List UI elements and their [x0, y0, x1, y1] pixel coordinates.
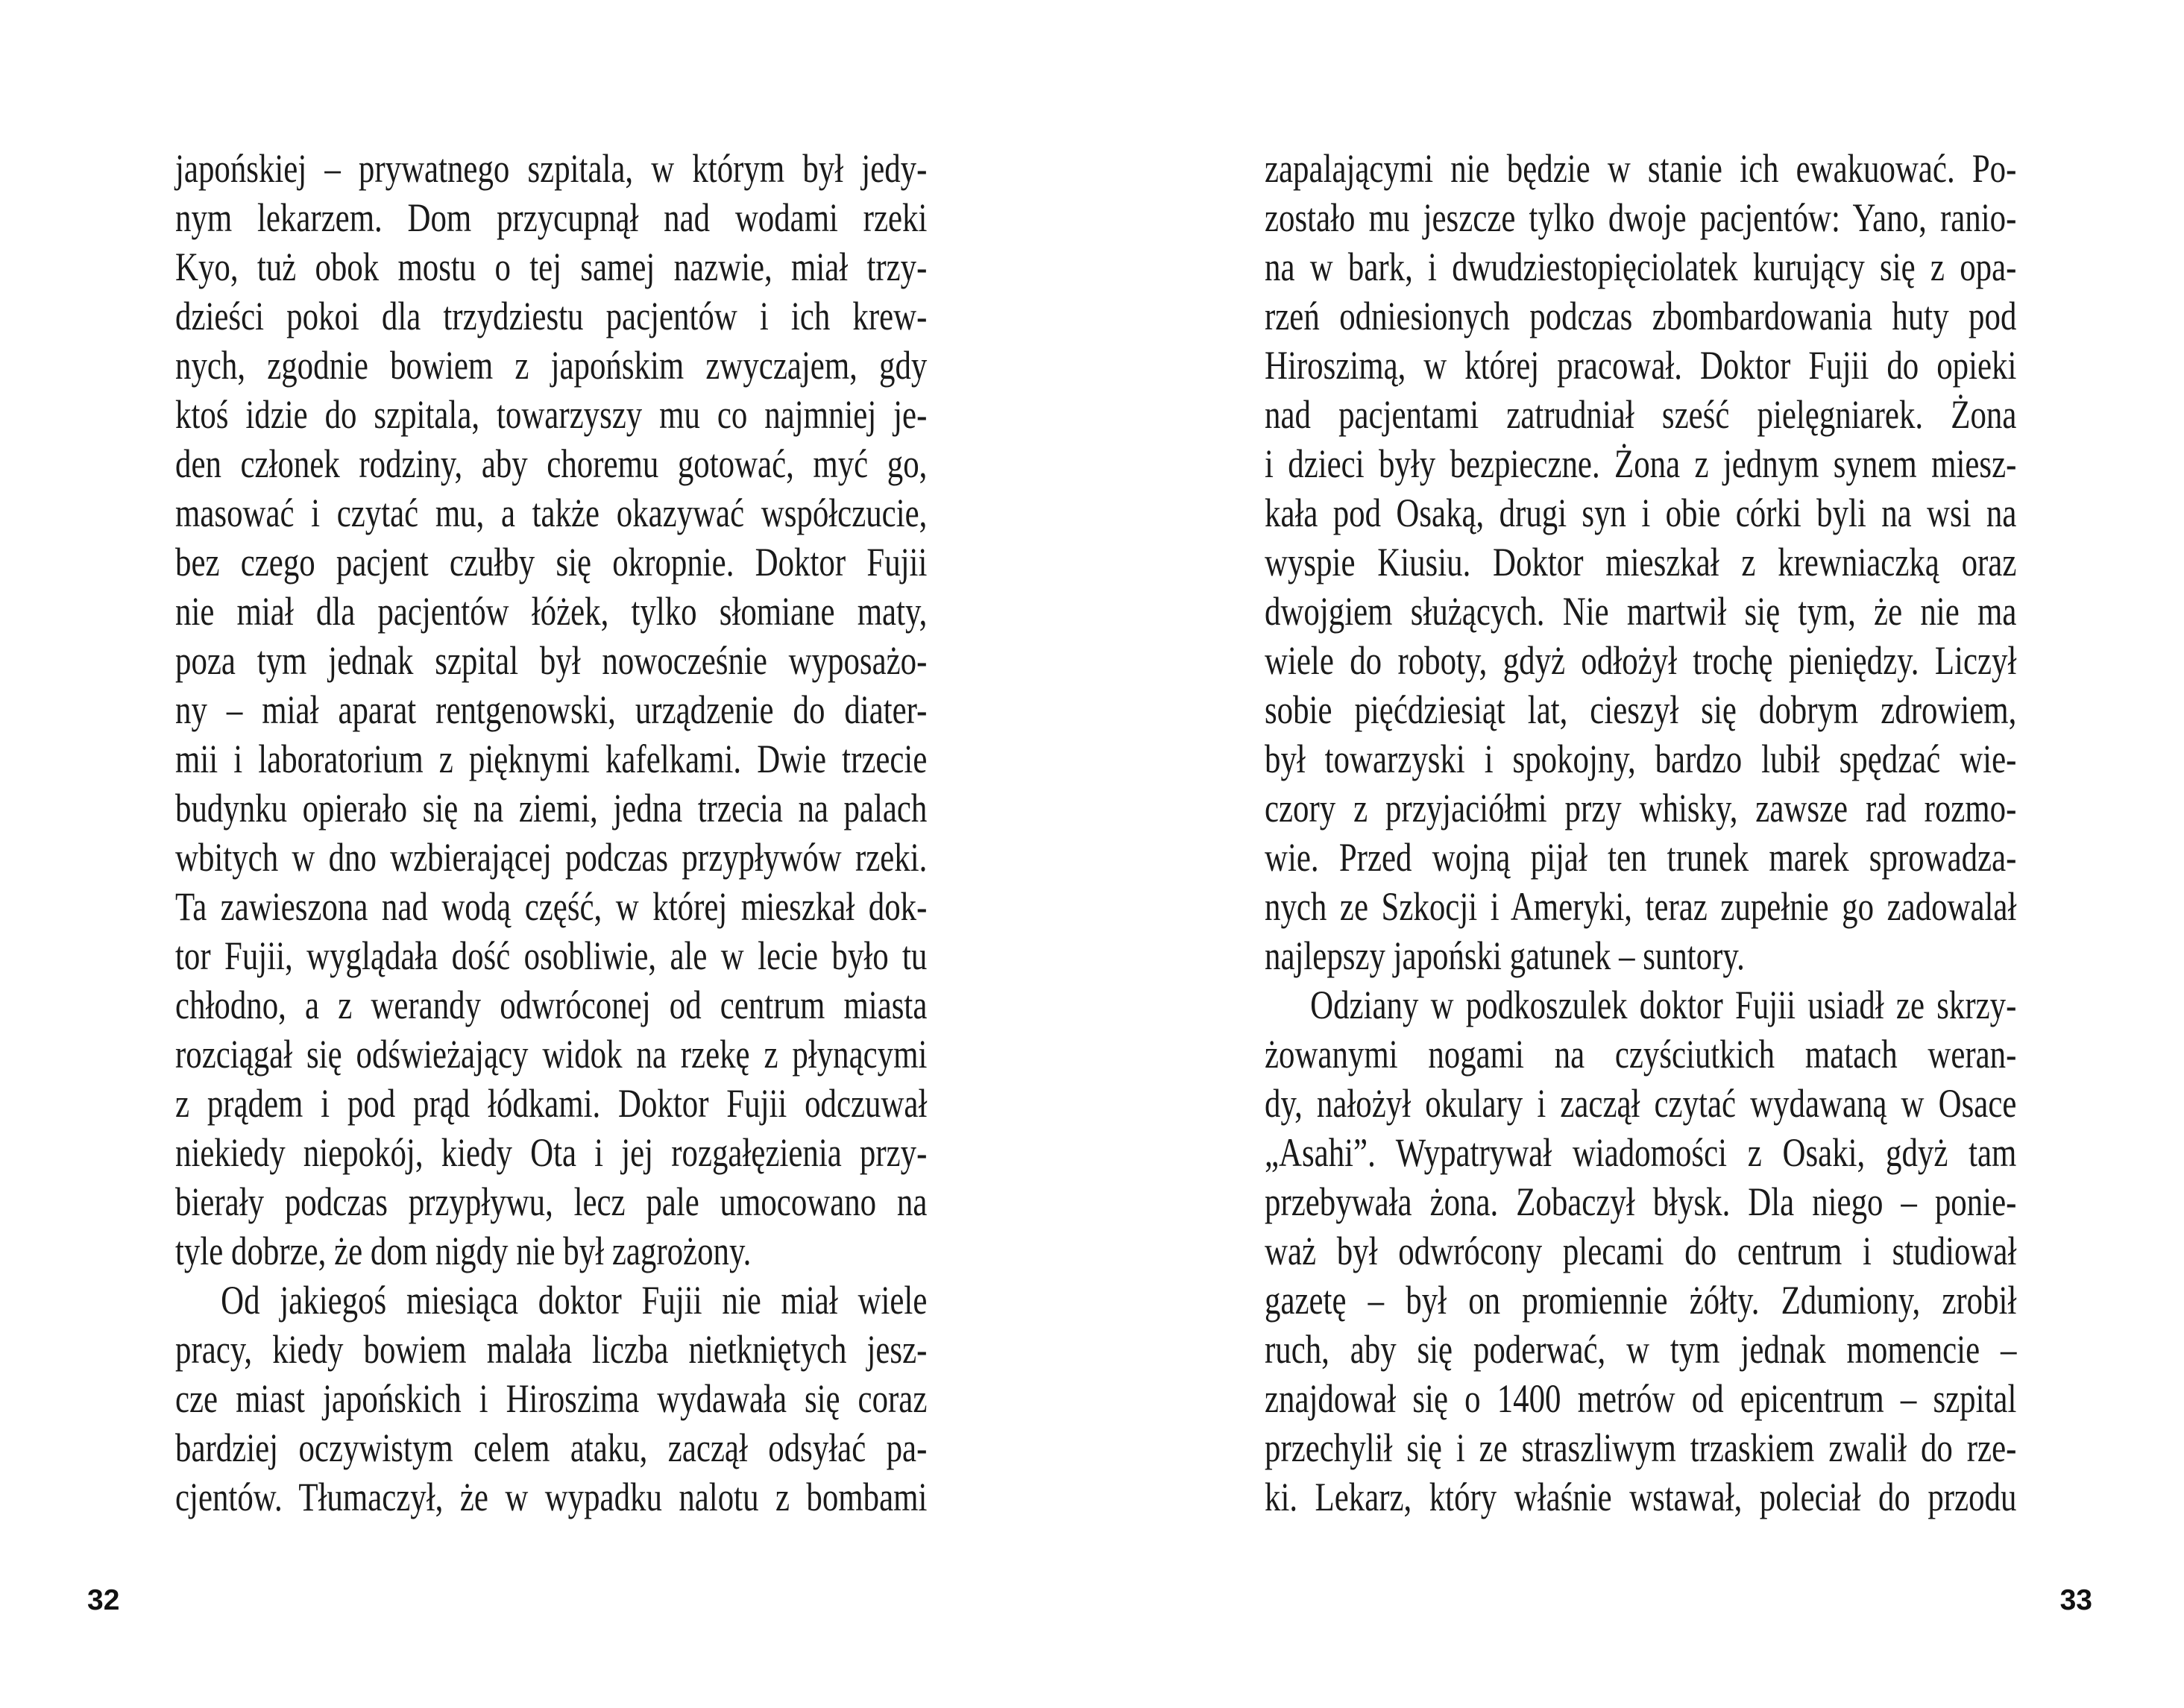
- text-line: najlepszy japoński gatunek – suntory.: [1265, 933, 1745, 978]
- page-right-text-column: [1265, 144, 2016, 1522]
- text-line: przebywała żona. Zobaczył błysk. Dla niego – ponie-: [1265, 1179, 2017, 1224]
- text-line: Odziany w podkoszulek doktor Fujii usiadł ze skrzy-: [1310, 983, 2017, 1027]
- text-line: tor Fujii, wyglądała dość osobliwie, ale w lecie było tu: [175, 933, 928, 978]
- text-line: bardziej oczywistym celem ataku, zaczął odsyłać pa-: [175, 1425, 928, 1470]
- text-line: dzieści pokoi dla trzydziestu pacjentów i ich krew-: [175, 294, 928, 338]
- text-line: nych, zgodnie bowiem z japońskim zwyczajem, gdy: [175, 343, 928, 388]
- text-line: mii i laboratorium z pięknymi kafelkami. Dwie trzecie: [175, 737, 928, 781]
- text-line: gazetę – był on promiennie żółty. Zdumiony, zrobił: [1265, 1278, 2017, 1323]
- text-line: wbitych w dno wzbierającej podczas przypływów rzeki.: [175, 835, 928, 880]
- text-line: cze miast japońskich i Hiroszima wydawała się coraz: [175, 1376, 928, 1421]
- text-line: z prądem i pod prąd łódkami. Doktor Fujii odczuwał: [175, 1081, 928, 1126]
- text-line: ktoś idzie do szpitala, towarzyszy mu co najmniej je-: [175, 392, 928, 437]
- text-line: Hiroszimą, w której pracował. Doktor Fujii do opieki: [1265, 343, 2017, 388]
- text-line: chłodno, a z werandy odwróconej od centrum miasta: [175, 983, 928, 1027]
- text-line: pracy, kiedy bowiem malała liczba nietkniętych jesz-: [175, 1327, 928, 1372]
- text-line: sobie pięćdziesiąt lat, cieszył się dobrym zdrowiem,: [1265, 687, 2017, 732]
- text-line: budynku opierało się na ziemi, jedna trzecia na palach: [175, 786, 928, 831]
- text-line: przechylił się i ze straszliwym trzaskiem zwalił do rze-: [1265, 1425, 2017, 1470]
- text-line: ki. Lekarz, który właśnie wstawał, poleciał do przodu: [1265, 1475, 2017, 1519]
- text-line: zapalającymi nie będzie w stanie ich ewakuować. Po-: [1265, 146, 2017, 191]
- text-line: wiele do roboty, gdyż odłożył trochę pieniędzy. Liczył: [1265, 638, 2017, 683]
- page-left-text-column: [175, 144, 927, 1522]
- text-line: zostało mu jeszcze tylko dwoje pacjentów: Yano, ranio-: [1265, 195, 2017, 240]
- text-line: waż był odwrócony plecami do centrum i studiował: [1265, 1229, 2017, 1273]
- text-line: Od jakiegoś miesiąca doktor Fujii nie miał wiele: [221, 1278, 928, 1323]
- text-line: bierały podczas przypływu, lecz pale umocowano na: [175, 1179, 928, 1224]
- text-line: nych ze Szkocji i Ameryki, teraz zupełnie go zadowalał: [1265, 884, 2017, 929]
- text-line: cjentów. Tłumaczył, że w wypadku nalotu z bombami: [175, 1475, 928, 1519]
- text-line: japońskiej – prywatnego szpitala, w którym był jedy-: [175, 146, 928, 191]
- text-line: czory z przyjaciółmi przy whisky, zawsze rad rozmo-: [1265, 786, 2017, 831]
- text-line: nie miał dla pacjentów łóżek, tylko słomiane maty,: [175, 589, 928, 634]
- text-line: żowanymi nogami na czyściutkich matach weran-: [1265, 1032, 2017, 1077]
- page-number-left: 32: [87, 1584, 120, 1616]
- text-line: wie. Przed wojną pijał ten trunek marek sprowadza-: [1265, 835, 2017, 880]
- text-line: den członek rodziny, aby choremu gotować, myć go,: [175, 441, 928, 486]
- text-line: bez czego pacjent czułby się okropnie. Doktor Fujii: [175, 540, 928, 584]
- text-line: znajdował się o 1400 metrów od epicentrum – szpital: [1265, 1376, 2017, 1421]
- text-line: dwojgiem służących. Nie martwił się tym, że nie ma: [1265, 589, 2017, 634]
- text-line: nad pacjentami zatrudniał sześć pielęgniarek. Żona: [1265, 392, 2017, 437]
- text-line: niekiedy niepokój, kiedy Ota i jej rozgałęzienia przy-: [175, 1130, 928, 1175]
- text-line: rozciągał się odświeżający widok na rzekę z płynącymi: [175, 1032, 928, 1077]
- text-line: był towarzyski i spokojny, bardzo lubił spędzać wie-: [1265, 737, 2017, 781]
- page-number-right: 33: [2059, 1584, 2092, 1616]
- text-line: kała pod Osaką, drugi syn i obie córki byli na wsi na: [1265, 491, 2017, 535]
- text-line: ruch, aby się poderwać, w tym jednak momencie –: [1265, 1327, 2017, 1372]
- text-line: na w bark, i dwudziestopięciolatek kurujący się z opa-: [1265, 245, 2017, 289]
- text-line: Ta zawieszona nad wodą część, w której mieszkał dok-: [175, 884, 928, 929]
- text-line: masować i czytać mu, a także okazywać współczucie,: [175, 491, 928, 535]
- text-line: rzeń odniesionych podczas zbombardowania huty pod: [1265, 294, 2017, 338]
- text-line: wyspie Kiusiu. Doktor mieszkał z krewniaczką oraz: [1265, 540, 2017, 584]
- text-line: Kyo, tuż obok mostu o tej samej nazwie, miał trzy-: [175, 245, 928, 289]
- text-line: dy, nałożył okulary i zaczął czytać wydawaną w Osace: [1265, 1081, 2017, 1126]
- text-line: ny – miał aparat rentgenowski, urządzenie do diater-: [175, 687, 928, 732]
- text-line: i dzieci były bezpieczne. Żona z jednym synem miesz-: [1265, 441, 2017, 486]
- text-line: tyle dobrze, że dom nigdy nie był zagrożony.: [175, 1229, 752, 1273]
- text-line: nym lekarzem. Dom przycupnął nad wodami rzeki: [175, 195, 928, 240]
- text-line: „Asahi”. Wypatrywał wiadomości z Osaki, gdyż tam: [1265, 1130, 2017, 1175]
- text-line: poza tym jednak szpital był nowocześnie wyposażo-: [175, 638, 928, 683]
